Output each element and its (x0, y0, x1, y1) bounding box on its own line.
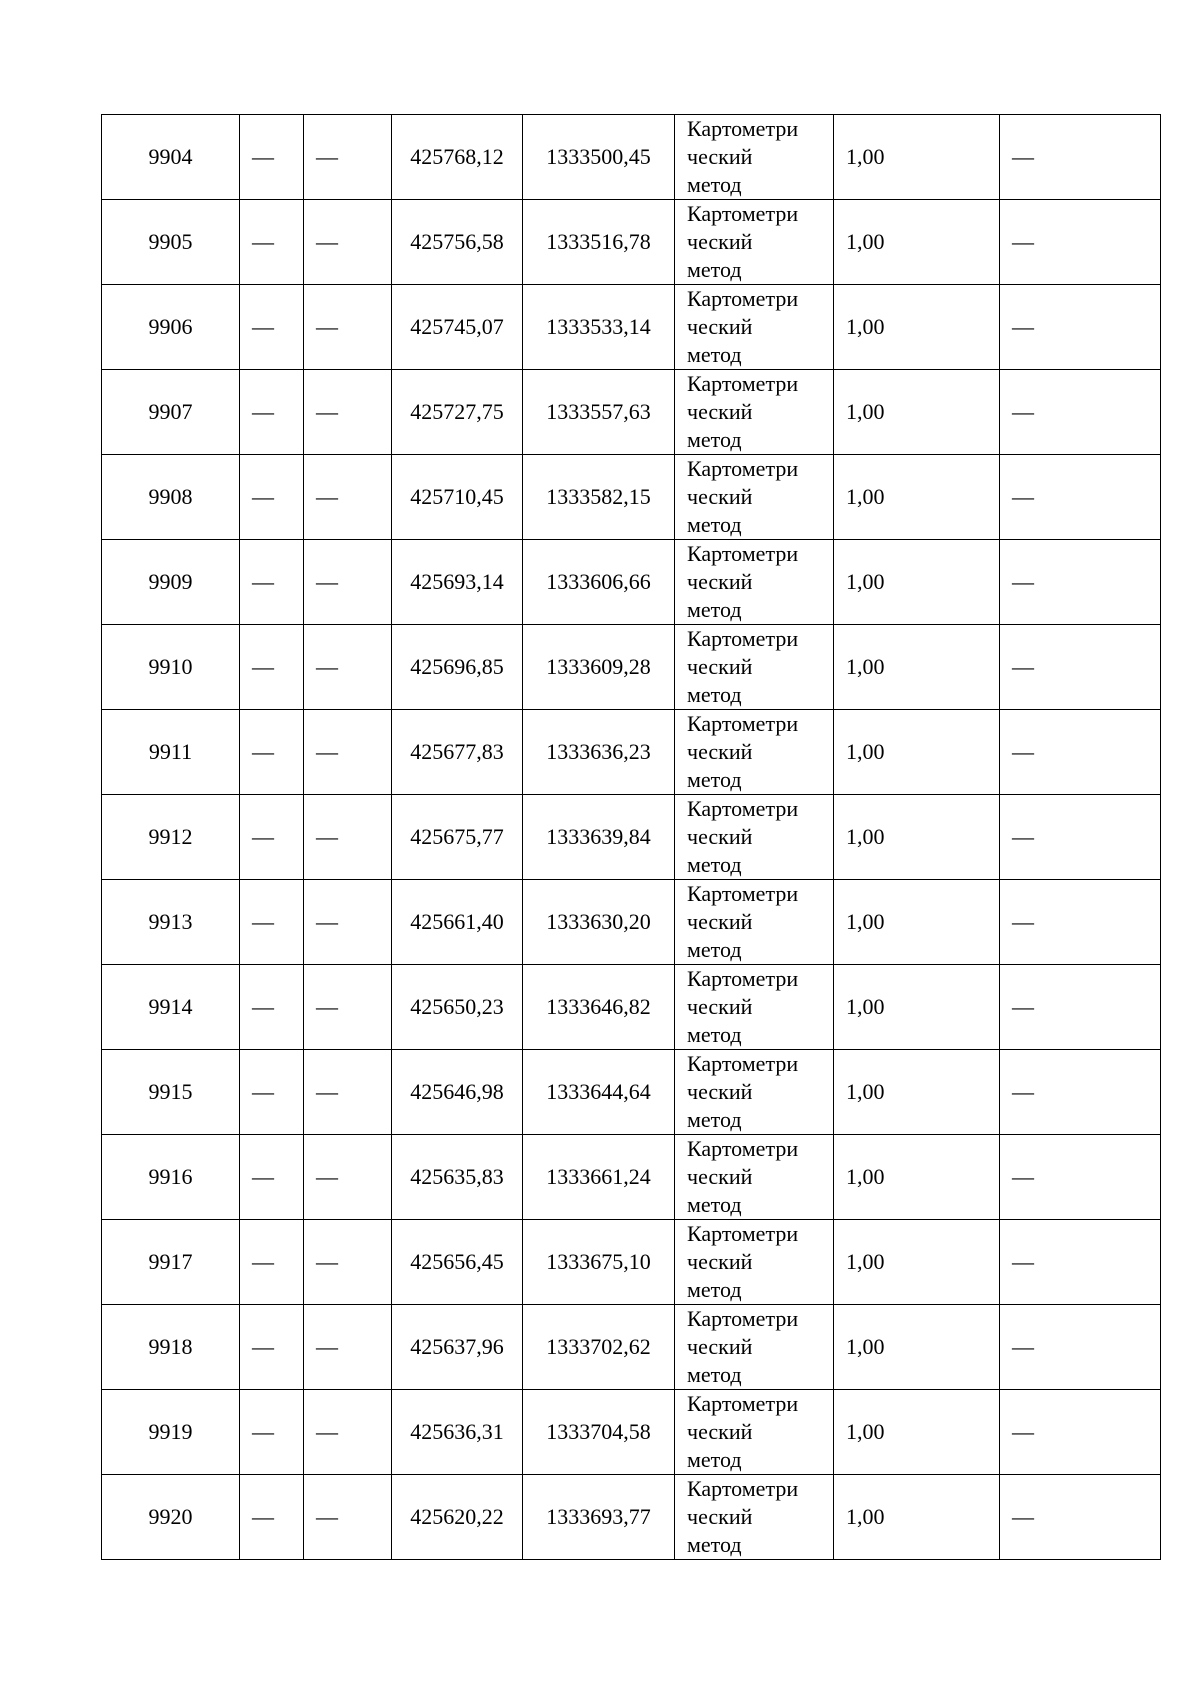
description-cell: — (1000, 1050, 1161, 1135)
x-old-cell: — (240, 285, 304, 370)
y-old-cell: — (304, 1390, 392, 1475)
table-row (102, 200, 1161, 285)
x-old-cell: — (240, 200, 304, 285)
method-line: ческий (687, 484, 753, 509)
y-coordinate-cell: 1333636,23 (523, 710, 675, 795)
method-cell (675, 1135, 834, 1220)
method-line: ческий (687, 1504, 753, 1529)
method-line: ческий (687, 909, 753, 934)
method-cell (675, 965, 834, 1050)
x-coordinate-cell: 425768,12 (392, 115, 523, 200)
description-cell: — (1000, 965, 1161, 1050)
method-line: ческий (687, 1249, 753, 1274)
description-cell: — (1000, 1475, 1161, 1560)
y-old-cell: — (304, 880, 392, 965)
x-coordinate-cell: 425656,45 (392, 1220, 523, 1305)
x-old-cell: — (240, 1135, 304, 1220)
method-line: ческий (687, 569, 753, 594)
table-row (102, 1475, 1161, 1560)
method-line: метод (687, 1532, 742, 1557)
point-number-cell: 9909 (102, 540, 240, 625)
method-line: метод (687, 852, 742, 877)
y-old-cell: — (304, 625, 392, 710)
table-row (102, 965, 1161, 1050)
point-number-cell: 9911 (102, 710, 240, 795)
y-coordinate-cell: 1333533,14 (523, 285, 675, 370)
method-cell (675, 200, 834, 285)
x-old-cell: — (240, 1220, 304, 1305)
description-cell: — (1000, 880, 1161, 965)
description-cell: — (1000, 540, 1161, 625)
y-coordinate-cell: 1333609,28 (523, 625, 675, 710)
error-cell: 1,00 (834, 795, 1000, 880)
x-coordinate-cell: 425646,98 (392, 1050, 523, 1135)
x-old-cell: — (240, 1305, 304, 1390)
method-line: ческий (687, 144, 753, 169)
table-row (102, 710, 1161, 795)
y-coordinate-cell: 1333582,15 (523, 455, 675, 540)
method-line: ческий (687, 399, 753, 424)
y-coordinate-cell: 1333675,10 (523, 1220, 675, 1305)
point-number-cell: 9906 (102, 285, 240, 370)
point-number-cell: 9904 (102, 115, 240, 200)
method-line: ческий (687, 824, 753, 849)
method-cell (675, 880, 834, 965)
point-number-cell: 9917 (102, 1220, 240, 1305)
method-line: метод (687, 1362, 742, 1387)
method-line: метод (687, 937, 742, 962)
error-cell: 1,00 (834, 965, 1000, 1050)
x-old-cell: — (240, 115, 304, 200)
x-coordinate-cell: 425637,96 (392, 1305, 523, 1390)
y-old-cell: — (304, 285, 392, 370)
method-line: метод (687, 512, 742, 537)
y-old-cell: — (304, 115, 392, 200)
method-cell (675, 625, 834, 710)
x-coordinate-cell: 425693,14 (392, 540, 523, 625)
y-old-cell: — (304, 370, 392, 455)
method-line: Картометри (687, 711, 799, 736)
table-row (102, 540, 1161, 625)
y-old-cell: — (304, 965, 392, 1050)
method-line: метод (687, 1277, 742, 1302)
y-old-cell: — (304, 1220, 392, 1305)
x-coordinate-cell: 425745,07 (392, 285, 523, 370)
method-line: Картометри (687, 286, 799, 311)
x-coordinate-cell: 425696,85 (392, 625, 523, 710)
table-row (102, 115, 1161, 200)
x-coordinate-cell: 425756,58 (392, 200, 523, 285)
error-cell: 1,00 (834, 1050, 1000, 1135)
method-line: Картометри (687, 116, 799, 141)
point-number-cell: 9914 (102, 965, 240, 1050)
description-cell: — (1000, 1390, 1161, 1475)
description-cell: — (1000, 795, 1161, 880)
x-old-cell: — (240, 710, 304, 795)
method-line: метод (687, 427, 742, 452)
method-cell (675, 370, 834, 455)
y-coordinate-cell: 1333606,66 (523, 540, 675, 625)
method-line: Картометри (687, 541, 799, 566)
y-old-cell: — (304, 710, 392, 795)
x-old-cell: — (240, 1050, 304, 1135)
error-cell: 1,00 (834, 540, 1000, 625)
point-number-cell: 9915 (102, 1050, 240, 1135)
method-line: Картометри (687, 1136, 799, 1161)
table-row (102, 370, 1161, 455)
description-cell: — (1000, 1220, 1161, 1305)
x-coordinate-cell: 425635,83 (392, 1135, 523, 1220)
y-coordinate-cell: 1333639,84 (523, 795, 675, 880)
y-coordinate-cell: 1333646,82 (523, 965, 675, 1050)
table-row (102, 1135, 1161, 1220)
table-row (102, 880, 1161, 965)
y-coordinate-cell: 1333630,20 (523, 880, 675, 965)
error-cell: 1,00 (834, 115, 1000, 200)
method-line: ческий (687, 1419, 753, 1444)
y-old-cell: — (304, 200, 392, 285)
error-cell: 1,00 (834, 1220, 1000, 1305)
error-cell: 1,00 (834, 880, 1000, 965)
error-cell: 1,00 (834, 370, 1000, 455)
method-line: Картометри (687, 1391, 799, 1416)
method-cell (675, 710, 834, 795)
point-number-cell: 9908 (102, 455, 240, 540)
y-coordinate-cell: 1333500,45 (523, 115, 675, 200)
x-coordinate-cell: 425661,40 (392, 880, 523, 965)
y-coordinate-cell: 1333702,62 (523, 1305, 675, 1390)
method-cell (675, 540, 834, 625)
method-line: Картометри (687, 1476, 799, 1501)
table-body (102, 115, 1161, 1560)
x-old-cell: — (240, 965, 304, 1050)
method-line: метод (687, 1447, 742, 1472)
table-row (102, 455, 1161, 540)
table-row (102, 1390, 1161, 1475)
y-coordinate-cell: 1333557,63 (523, 370, 675, 455)
method-cell (675, 1050, 834, 1135)
method-line: ческий (687, 739, 753, 764)
description-cell: — (1000, 370, 1161, 455)
description-cell: — (1000, 710, 1161, 795)
error-cell: 1,00 (834, 710, 1000, 795)
x-coordinate-cell: 425710,45 (392, 455, 523, 540)
method-cell (675, 795, 834, 880)
y-old-cell: — (304, 1135, 392, 1220)
method-line: метод (687, 1022, 742, 1047)
error-cell: 1,00 (834, 1305, 1000, 1390)
y-old-cell: — (304, 1475, 392, 1560)
y-old-cell: — (304, 540, 392, 625)
method-line: Картометри (687, 881, 799, 906)
method-cell (675, 1475, 834, 1560)
x-coordinate-cell: 425636,31 (392, 1390, 523, 1475)
method-line: Картометри (687, 1221, 799, 1246)
x-coordinate-cell: 425620,22 (392, 1475, 523, 1560)
table-row (102, 285, 1161, 370)
method-line: Картометри (687, 201, 799, 226)
x-old-cell: — (240, 455, 304, 540)
method-line: ческий (687, 994, 753, 1019)
point-number-cell: 9920 (102, 1475, 240, 1560)
method-line: метод (687, 682, 742, 707)
method-cell (675, 115, 834, 200)
y-coordinate-cell: 1333516,78 (523, 200, 675, 285)
description-cell: — (1000, 1305, 1161, 1390)
error-cell: 1,00 (834, 625, 1000, 710)
method-line: Картометри (687, 1051, 799, 1076)
method-cell (675, 1305, 834, 1390)
method-line: Картометри (687, 626, 799, 651)
table-row (102, 1305, 1161, 1390)
point-number-cell: 9905 (102, 200, 240, 285)
method-cell (675, 285, 834, 370)
method-line: метод (687, 1107, 742, 1132)
description-cell: — (1000, 200, 1161, 285)
description-cell: — (1000, 285, 1161, 370)
x-coordinate-cell: 425675,77 (392, 795, 523, 880)
method-line: метод (687, 1192, 742, 1217)
description-cell: — (1000, 115, 1161, 200)
x-old-cell: — (240, 625, 304, 710)
x-old-cell: — (240, 1390, 304, 1475)
error-cell: 1,00 (834, 1135, 1000, 1220)
table-row (102, 1050, 1161, 1135)
x-old-cell: — (240, 880, 304, 965)
point-number-cell: 9910 (102, 625, 240, 710)
y-coordinate-cell: 1333704,58 (523, 1390, 675, 1475)
table-row (102, 625, 1161, 710)
error-cell: 1,00 (834, 1475, 1000, 1560)
method-line: метод (687, 597, 742, 622)
x-coordinate-cell: 425677,83 (392, 710, 523, 795)
method-line: Картометри (687, 796, 799, 821)
x-old-cell: — (240, 1475, 304, 1560)
method-cell (675, 1220, 834, 1305)
table-row (102, 1220, 1161, 1305)
method-line: ческий (687, 314, 753, 339)
method-line: Картометри (687, 966, 799, 991)
method-line: метод (687, 342, 742, 367)
method-cell (675, 1390, 834, 1475)
point-number-cell: 9912 (102, 795, 240, 880)
method-line: Картометри (687, 371, 799, 396)
method-line: ческий (687, 1079, 753, 1104)
point-number-cell: 9913 (102, 880, 240, 965)
description-cell: — (1000, 625, 1161, 710)
y-coordinate-cell: 1333644,64 (523, 1050, 675, 1135)
coordinates-table (101, 114, 1161, 1560)
method-line: ческий (687, 1164, 753, 1189)
point-number-cell: 9916 (102, 1135, 240, 1220)
point-number-cell: 9918 (102, 1305, 240, 1390)
x-coordinate-cell: 425727,75 (392, 370, 523, 455)
method-line: ческий (687, 1334, 753, 1359)
y-old-cell: — (304, 455, 392, 540)
x-old-cell: — (240, 540, 304, 625)
method-line: ческий (687, 654, 753, 679)
x-old-cell: — (240, 370, 304, 455)
point-number-cell: 9919 (102, 1390, 240, 1475)
method-line: Картометри (687, 1306, 799, 1331)
description-cell: — (1000, 455, 1161, 540)
error-cell: 1,00 (834, 200, 1000, 285)
y-coordinate-cell: 1333693,77 (523, 1475, 675, 1560)
error-cell: 1,00 (834, 455, 1000, 540)
point-number-cell: 9907 (102, 370, 240, 455)
method-line: Картометри (687, 456, 799, 481)
table-row (102, 795, 1161, 880)
x-coordinate-cell: 425650,23 (392, 965, 523, 1050)
description-cell: — (1000, 1135, 1161, 1220)
method-line: метод (687, 257, 742, 282)
y-old-cell: — (304, 1050, 392, 1135)
y-old-cell: — (304, 1305, 392, 1390)
y-old-cell: — (304, 795, 392, 880)
method-line: метод (687, 172, 742, 197)
method-line: метод (687, 767, 742, 792)
method-cell (675, 455, 834, 540)
error-cell: 1,00 (834, 1390, 1000, 1475)
x-old-cell: — (240, 795, 304, 880)
error-cell: 1,00 (834, 285, 1000, 370)
y-coordinate-cell: 1333661,24 (523, 1135, 675, 1220)
method-line: ческий (687, 229, 753, 254)
